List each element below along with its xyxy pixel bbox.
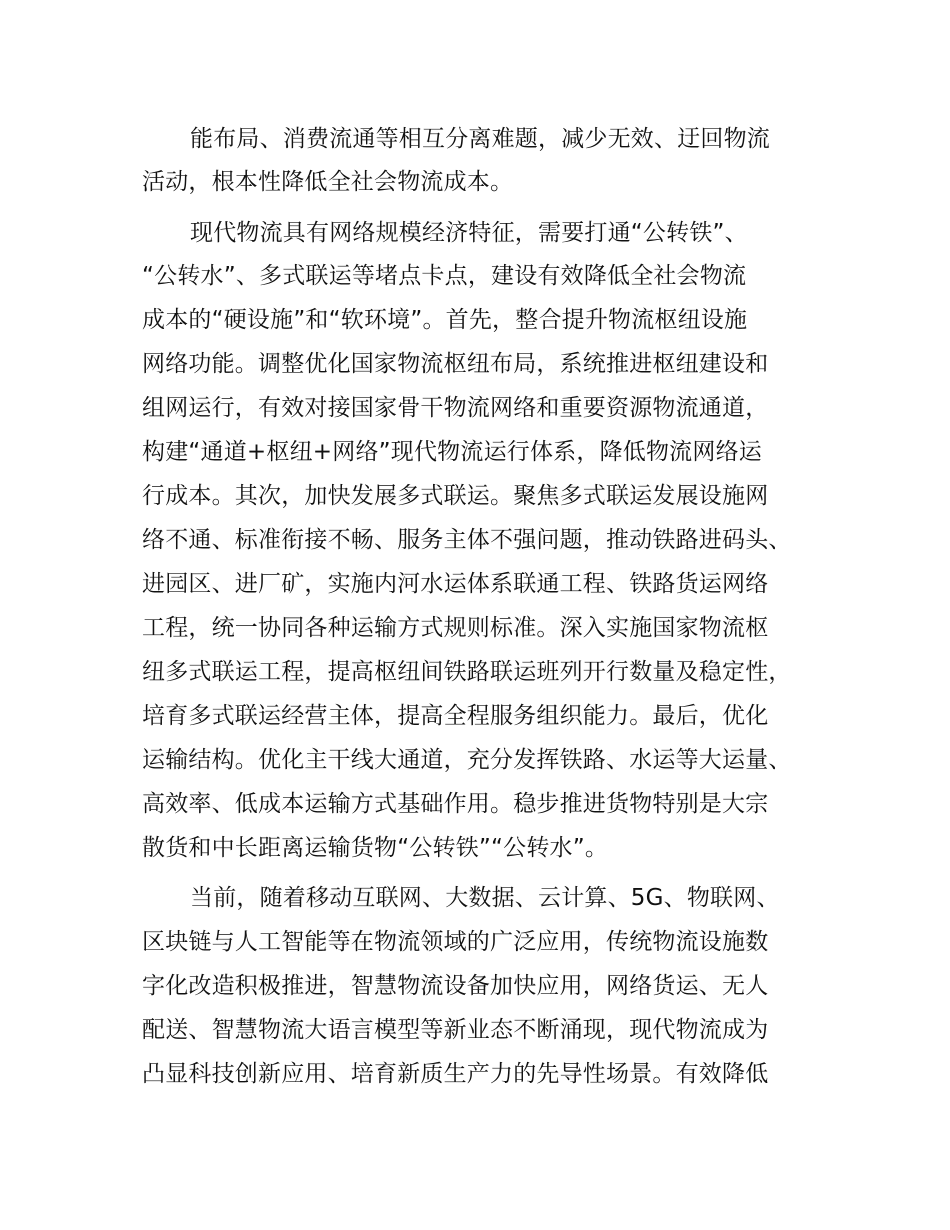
paragraph-2-line-4: 网络功能。调整优化国家物流枢纽布局，系统推进枢纽建设和 bbox=[142, 351, 769, 377]
paragraph-2-line-2: “公转水”、多式联运等堵点卡点，建设有效降低全社会物流 bbox=[142, 263, 747, 289]
paragraph-3-line-5: 凸显科技创新应用、培育新质生产力的先导性场景。有效降低 bbox=[142, 1061, 769, 1087]
paragraph-3-line-3: 字化改造积极推进，智慧物流设备加快应用，网络货运、无人 bbox=[142, 973, 769, 999]
paragraph-2-line-14: 高效率、低成本运输方式基础作用。稳步推进货物特别是大宗 bbox=[142, 791, 769, 817]
paragraph-2-line-13: 运输结构。优化主干线大通道，充分发挥铁路、水运等大运量、 bbox=[142, 747, 792, 773]
paragraph-2-line-7: 行成本。其次，加快发展多式联运。聚焦多式联运发展设施网 bbox=[142, 483, 769, 509]
paragraph-2-line-9: 进园区、进厂矿，实施内河水运体系联通工程、铁路货运网络 bbox=[142, 571, 769, 597]
paragraph-2-line-12: 培育多式联运经营主体，提高全程服务组织能力。最后，优化 bbox=[142, 703, 769, 729]
paragraph-3-line-1: 当前，随着移动互联网、大数据、云计算、5G、物联网、 bbox=[190, 885, 780, 911]
paragraph-2-line-11: 纽多式联运工程，提高枢纽间铁路联运班列开行数量及稳定性， bbox=[142, 659, 792, 685]
paragraph-2-line-1: 现代物流具有网络规模经济特征，需要打通“公转铁”、 bbox=[190, 220, 748, 246]
paragraph-2-line-10: 工程，统一协同各种运输方式规则标准。深入实施国家物流枢 bbox=[142, 615, 769, 641]
paragraph-2-line-15: 散货和中长距离运输货物“公转铁”“公转水”。 bbox=[142, 835, 609, 861]
paragraph-2-line-8: 络不通、标准衔接不畅、服务主体不强问题，推动铁路进码头、 bbox=[142, 527, 792, 553]
paragraph-1-line-2: 活动，根本性降低全社会物流成本。 bbox=[142, 169, 514, 195]
paragraph-2-line-3: 成本的“硬设施”和“软环境”。首先，整合提升物流枢纽设施 bbox=[142, 307, 748, 333]
paragraph-2-line-5: 组网运行，有效对接国家骨干物流网络和重要资源物流通道， bbox=[142, 395, 769, 421]
paragraph-1-line-1: 能布局、消费流通等相互分离难题，减少无效、迂回物流 bbox=[190, 126, 770, 152]
paragraph-3-line-4: 配送、智慧物流大语言模型等新业态不断涌现，现代物流成为 bbox=[142, 1017, 769, 1043]
paragraph-3-line-2: 区块链与人工智能等在物流领域的广泛应用，传统物流设施数 bbox=[142, 929, 769, 955]
paragraph-2-line-6: 构建“通道+枢纽+网络”现代物流运行体系，降低物流网络运 bbox=[142, 439, 762, 465]
